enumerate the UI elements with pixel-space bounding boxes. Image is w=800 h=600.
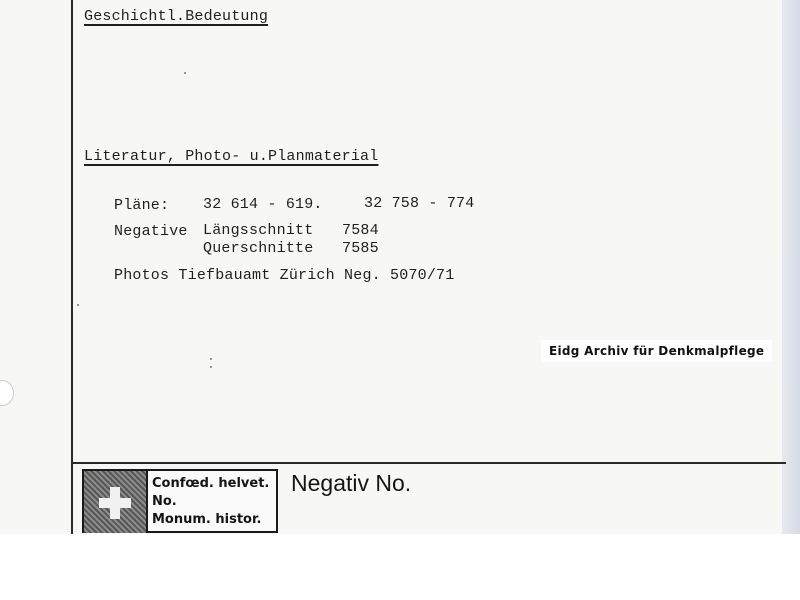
seal-line-2: No.	[152, 494, 177, 509]
plans-range-1: 32 614 - 619.	[203, 196, 323, 213]
federal-seal	[82, 469, 278, 533]
footer-rule	[71, 462, 786, 464]
punch-hole	[0, 380, 14, 406]
heading-history: Geschichtl.Bedeutung	[84, 8, 269, 25]
plans-label: Pläne:	[114, 197, 170, 214]
ink-speck	[184, 72, 186, 74]
seal-text	[152, 475, 269, 529]
ink-speck	[77, 304, 79, 306]
seal-line-1: Confœd. helvet.	[152, 476, 270, 491]
ink-speck	[210, 366, 212, 368]
swiss-cross-icon	[84, 471, 148, 533]
margin-rule	[71, 0, 73, 534]
card-edge	[782, 0, 800, 534]
negativ-number-label: Negativ No.	[291, 470, 412, 496]
seal-line-3: Monum. histor.	[152, 512, 262, 527]
negative-longitudinal-number: 7584	[342, 222, 379, 239]
plans-range-2: 32 758 - 774	[364, 195, 475, 212]
archive-stamp: Eidg Archiv für Denkmalpflege	[541, 340, 772, 362]
negatives-label: Negative	[114, 223, 188, 240]
ink-speck	[210, 358, 212, 360]
negative-cross-number: 7585	[342, 240, 379, 257]
heading-literature: Literatur, Photo- u.Planmaterial	[84, 148, 379, 165]
negative-cross: Querschnitte	[203, 240, 314, 257]
photos-line: Photos Tiefbauamt Zürich Neg. 5070/71	[114, 267, 455, 284]
negative-longitudinal: Längsschnitt	[203, 222, 314, 239]
